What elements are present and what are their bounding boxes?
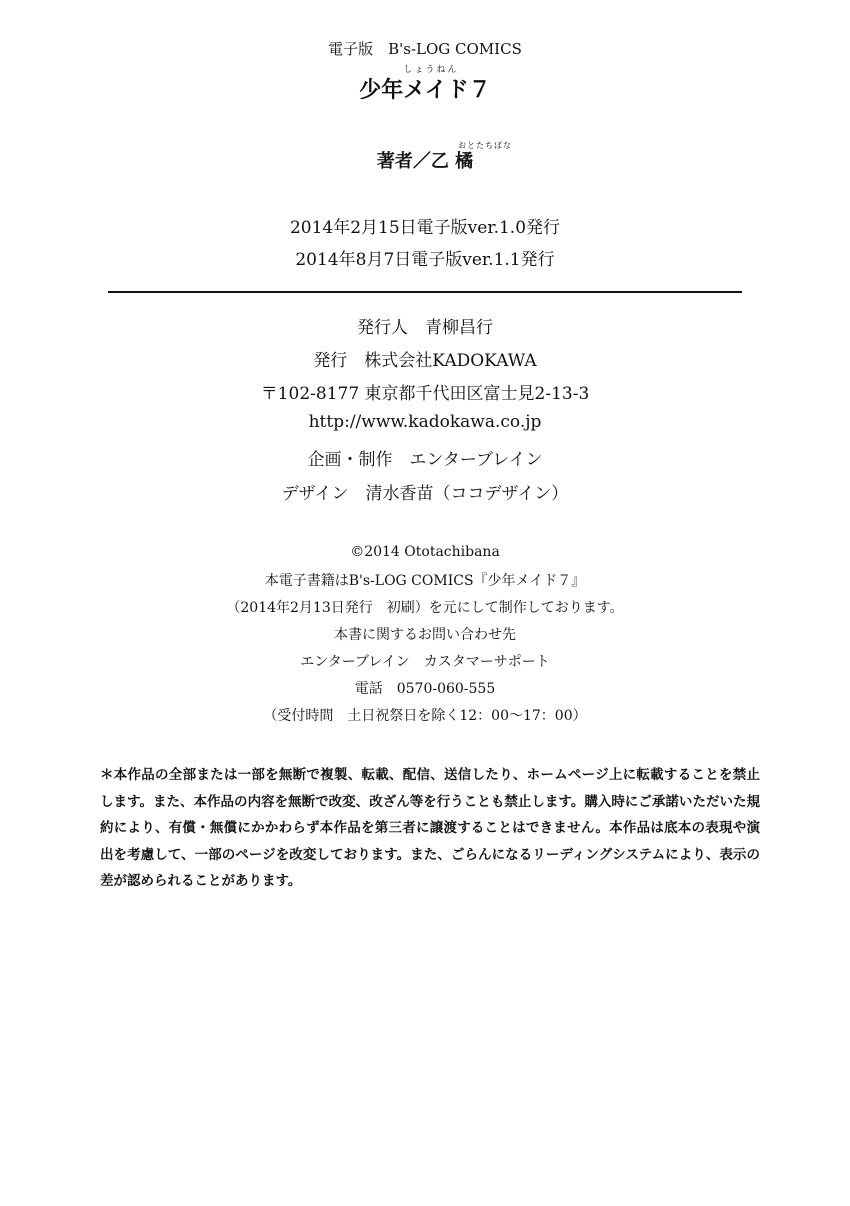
legal-notice: ＊本作品の全部または一部を無断で複製、転載、配信、送信したり、ホームページ上に転載することを禁止します。また、本作品の内容を無断で改変、改ざん等を行うことも禁止します。購入時にご承諾いただいた規約により、有償・無償にかかわらず本作品を第三者に譲渡することはできません。本作品は底本の表現や演出を考慮して、一部のページを改変しております。また、ごらんになるリーディングシステムにより、表示の差が認められることがあります。 (100, 767, 760, 889)
design-credit: デザイン 清水香苗（ココデザイン） (281, 484, 569, 504)
title-ruby: しょうねん (403, 65, 459, 75)
publisher-company: 発行 株式会社KADOKAWA (313, 351, 537, 371)
series-label: 電子版 B's-LOG COMICS (328, 40, 522, 58)
publication-date-second: 2014年8月7日電子版ver.1.1発行 (295, 250, 555, 270)
contact-phone: 電話 0570-060-555 (354, 681, 496, 697)
book-title: 少年メイド７ (359, 77, 491, 103)
author-line: 著者／乙 橘 (376, 151, 474, 172)
divider-rule (108, 291, 742, 293)
contact-heading: 本書に関するお問い合わせ先 (334, 627, 516, 643)
publisher-person: 発行人 青柳昌行 (357, 318, 493, 338)
publisher-url[interactable]: http://www.kadokawa.co.jp (308, 412, 542, 432)
publication-date-first: 2014年2月15日電子版ver.1.0発行 (289, 218, 561, 238)
author-ruby: おとたちばな (458, 141, 512, 150)
source-line-1: 本電子書籍はB's-LOG COMICS『少年メイド７』 (264, 573, 586, 589)
copyright-line: ©2014 Ototachibana (350, 544, 500, 560)
publisher-address: 〒102-8177 東京都千代田区富士見2-13-3 (260, 384, 590, 404)
source-line-2: （2014年2月13日発行 初刷）を元にして制作しております。 (226, 600, 624, 616)
planning-credit: 企画・制作 エンターブレイン (307, 450, 543, 470)
contact-name: エンターブレイン カスタマーサポート (300, 654, 550, 670)
contact-hours: （受付時間 土日祝祭日を除く12：00〜17：00） (263, 708, 587, 724)
